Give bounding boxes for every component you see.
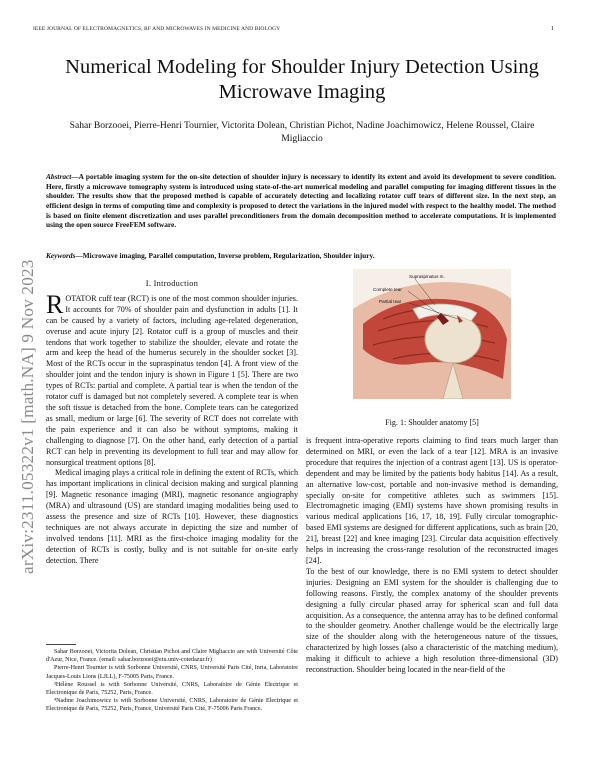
keywords <box>46 251 556 261</box>
paper-title: Numerical Modeling for Shoulder Injury Detection Using Microwave Imaging <box>65 56 539 103</box>
figure-caption: Fig. 1: Shoulder anatomy [5] <box>385 418 479 427</box>
footnote-3: ³Hélène Roussel is with Sorbonne Université, CNRS, Laboratoire de Génie Electrique et Electronique de Paris, 75252, Paris, France. <box>46 681 298 697</box>
author-list: Sahar Borzooei, Pierre-Henri Tournier, Victorita Dolean, Christian Pichot, Nadine Joachimowicz, Helene Roussel, Claire Migliaccio <box>69 120 535 144</box>
drop-cap: R <box>46 289 64 319</box>
shoulder-anatomy-illustration <box>353 269 511 399</box>
figure-label-supraspinatus: Supraspinatus m. <box>409 274 445 279</box>
intro-paragraph-1-text: OTATOR cuff tear (RCT) is one of the most common shoulder injuries. It accounts for 70% of shoulder pain and dysfunction in adults [1]. It can be caused by a variety of factors, including age-related degeneration, overuse and acute injury [2]. Rotator cuff is a group of muscles and their tendons that work together to stabilize the shoulder, elevate and rotate the arm and keep the head of the humerus securely in the shoulder socket [3]. Most of the RCTs occur in the supraspinatus tendon [4]. A front view of the shoulder joint and the tendon injury is shown in Figure 1 [5]. There are two types of RCTs: partial and complete. A partial tear is when the tendon of the rotator cuff is damaged but not completely severed. A complete tear is when the soft tissue is detached from the bone. Complete tears can be categorized as small, medium or large [6]. The severity of RCT does not correlate with the pain experience and it can also be without symptoms, making it challenging to diagnose [7]. On the other hand, early detection of a partial RCT can help in preventing its development to full tear and may allow for nonsurgical treatment options [8]. <box>46 293 298 467</box>
intro-paragraph-1 <box>46 289 298 469</box>
section-heading: I. Introduction <box>145 279 199 288</box>
keywords-text: —Microwave imaging, Parallel computation, Inverse problem, Regularization, Shoulder injury. <box>75 251 375 260</box>
running-head: IEEE JOURNAL OF ELECTROMAGNETICS, RF AND MICROWAVES IN MEDICINE AND BIOLOGY <box>33 26 281 32</box>
abstract-text: —A portable imaging system for the on-site detection of shoulder injury is necessary to identify its extent and avoid its development to severe condition. Here, firstly a microwave tomography system is introduced using state-of-the-art numerical modeling and parallel computing for imaging different tissues in the shoulder. The results show that the proposed method is capable of accurately detecting and localizing rotator cuff tears of different size. In the next step, an efficient design in terms of computing time and complexity is proposed to detect the variations in the injured model with respect to the healthy model. The method is based on finite element discretization and uses parallel preconditioners from the domain decomposition method to accelerate computations. It is implemented using the open source FreeFEM software. <box>46 172 556 230</box>
right-column <box>306 436 558 676</box>
arxiv-stamp: arXiv:2311.05322v1 [math.NA] 9 Nov 2023 <box>18 259 37 574</box>
keywords-label: Keywords <box>46 251 76 260</box>
footnote-1: Sahar Borzooei, Victorita Dolean, Christian Pichot and Claire Migliaccio are with Université Côte d'Azur, Nice, France. (email: sahar.borzooei@etu.univ-cotedazur.fr) <box>46 649 298 664</box>
left-column <box>46 279 298 567</box>
footnotes <box>46 648 298 714</box>
footnote-rule <box>46 644 76 645</box>
footnote-4: ⁴Nadine Joachimowicz is with Sorbonne Université, CNRS, Laboratoire de Génie Electrique et Electronique de Paris, 75252, Paris, France, Université Paris Cité, F-75006 Paris France. <box>46 698 298 713</box>
page-number: 1 <box>550 25 554 32</box>
footnote-2: Pierre-Henri Tournier is with Sorbonne Université, CNRS, Université Paris Cité, Inria, Laboratoire Jacques-Louis Lions (LJLL), F-75005 Paris, France. <box>46 665 298 680</box>
abstract <box>46 172 556 230</box>
figure-label-partial-tear: Partial tear <box>379 299 402 304</box>
figure-label-complete-tear: Complete tear <box>373 287 402 292</box>
right-paragraph-1: is frequent intra-operative reports claiming to find tears much larger than determined on MRI, or even the lack of a tear [12]. MRA is an invasive procedure that requires the injection of a contrast agent [13]. US is operator-dependent and may be limited by the patients body habitus [14]. As a result, an alternative low-cost, portable and non-invasive method is demanding, specially on-site for competitive athletes such as swimmers [15]. Electromagnetic imaging (EMI) systems have shown promising results in various medical applications [16, 17, 18, 19]. Fully circular tomographic-based EMI systems are designed for different applications, such as brain [20, 21], breast [22] and knee imaging [23]. Circular data acquisition effectively helps in increasing the cross-range resolution of the reconstructed images [24]. <box>306 436 558 565</box>
humeral-head <box>425 315 481 363</box>
abstract-label: Abstract <box>46 172 72 181</box>
shoulder-anatomy-figure <box>353 269 511 399</box>
right-paragraph-2: To the best of our knowledge, there is no EMI system to detect shoulder injuries. Designing an EMI system for the shoulder is challenging due to following reasons. Firstly, the complex anatomy of the shoulder prevents designing a fully circular phased array for spherical scan and full data acquisition. As a consequence, the antenna array has to be defined conformal to the shoulder geometry. Another challenge would be the electrically large size of the shoulder along with the heterogeneous nature of the tissues, characterized by high losses (also a characteristic of the matching medium), making it difficult to achieve a high resolution three-dimensional (3D) reconstruction. Shoulder being located in the near-field of the <box>306 566 558 675</box>
intro-paragraph-2: Medical imaging plays a critical role in defining the extent of RCTs, which has important implications in clinical decision making and surgical planning [9]. Magnetic resonance imaging (MRI), magnetic resonance angiography (MRA) and ultrasound (US) are standard imaging modalities being used to assess the presence and size of RCTs [10]. However, these diagnostics techniques are not always accurate in depicting the size and number of involved tendons [11]. MRI as the first-choice imaging modality for the detection of RCTs is costly, bulky and is not suitable for on-site early detection. There <box>46 468 298 565</box>
